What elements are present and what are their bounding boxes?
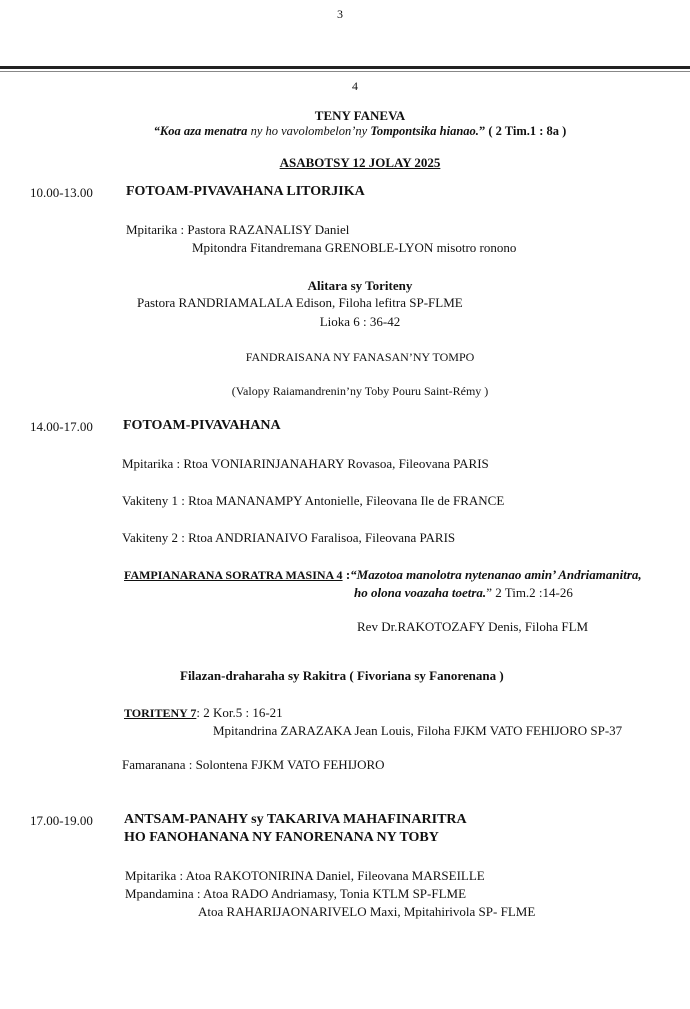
page-separator-shadow bbox=[0, 71, 690, 72]
session2-title: FOTOAM-PIVAVAHANA bbox=[123, 418, 281, 433]
fampianarana-line bbox=[124, 567, 642, 583]
session1-time: 10.00-13.00 bbox=[30, 185, 93, 200]
session3-time: 17.00-19.00 bbox=[30, 813, 93, 828]
filazan-title: Filazan-draharaha sy Rakitra ( Fivoriana sy Fanorenana ) bbox=[180, 668, 504, 683]
alitara-title: Alitara sy Toriteny bbox=[307, 278, 413, 293]
fampianarana-speaker: Rev Dr.RAKOTOZAFY Denis, Filoha FLM bbox=[357, 619, 589, 634]
session1-mpitarika: Mpitarika : Pastora RAZANALISY Daniel bbox=[126, 222, 350, 237]
session3-title-1: ANTSAM-PANAHY sy TAKARIVA MAHAFINARITRA bbox=[124, 812, 467, 827]
session2-vakiteny2: Vakiteny 2 : Rtoa ANDRIANAIVO Faralisoa, Fileovana PARIS bbox=[122, 530, 456, 545]
alitara-pastor: Pastora RANDRIAMALALA Edison, Filoha lefitra SP-FLME bbox=[137, 295, 463, 310]
teny-faneva-quote bbox=[0, 124, 690, 139]
fampianarana-quote-1: “Mazotoa manolotra nytenanao amin’ Andriamanitra, bbox=[350, 567, 642, 582]
session3-mpitarika: Mpitarika : Atoa RAKOTONIRINA Daniel, Fileovana MARSEILLE bbox=[125, 868, 485, 883]
quote-part-1: “Koa aza menatra bbox=[153, 124, 248, 138]
session2-mpitarika: Mpitarika : Rtoa VONIARINJANAHARY Rovasoa, Fileovana PARIS bbox=[122, 456, 489, 471]
toriteny-line bbox=[124, 705, 283, 721]
lioka-reference: Lioka 6 : 36-42 bbox=[319, 314, 401, 329]
fampianarana-line-2 bbox=[354, 585, 573, 601]
session1-title: FOTOAM-PIVAVAHANA LITORJIKA bbox=[126, 184, 365, 199]
page-separator bbox=[0, 66, 690, 69]
famaranana: Famaranana : Solontena FJKM VATO FEHIJORO bbox=[122, 757, 385, 772]
valopy: (Valopy Raiamandrenin’ny Toby Pouru Saint-Rémy ) bbox=[231, 384, 489, 398]
toriteny-label: TORITENY 7 bbox=[124, 706, 197, 720]
session2-vakiteny1: Vakiteny 1 : Rtoa MANANAMPY Antonielle, Fileovana Ile de FRANCE bbox=[122, 493, 505, 508]
toriteny-reference: : 2 Kor.5 : 16-21 bbox=[196, 705, 283, 720]
quote-part-2: ny ho vavolombelon’ny bbox=[247, 124, 371, 138]
toriteny-speaker: Mpitandrina ZARAZAKA Jean Louis, Filoha FJKM VATO FEHIJORO SP-37 bbox=[213, 723, 623, 738]
fampianarana-colon: : bbox=[342, 567, 351, 582]
session3-mpandamina-2: Atoa RAHARIJAONARIVELO Maxi, Mpitahirivola SP- FLME bbox=[198, 904, 536, 919]
previous-page-number: 3 bbox=[337, 7, 343, 21]
fampianarana-label: FAMPIANARANA SORATRA MASINA 4 bbox=[124, 568, 343, 582]
session1-mpitondra: Mpitondra Fitandremana GRENOBLE-LYON misotro ronono bbox=[192, 240, 517, 255]
page-number: 4 bbox=[352, 79, 358, 93]
session3-title-2: HO FANOHANANA NY FANORENANA NY TOBY bbox=[124, 830, 439, 845]
date-heading: ASABOTSY 12 JOLAY 2025 bbox=[279, 155, 441, 170]
fandraisana: FANDRAISANA NY FANASAN’NY TOMPO bbox=[245, 350, 475, 364]
teny-faneva-title: TENY FANEVA bbox=[314, 108, 406, 123]
session2-time: 14.00-17.00 bbox=[30, 419, 93, 434]
fampianarana-reference: ” 2 Tim.2 :14-26 bbox=[486, 585, 573, 600]
quote-part-3: Tompontsika hianao. bbox=[370, 124, 479, 138]
fampianarana-quote-2: ho olona voazaha toetra. bbox=[354, 585, 487, 600]
quote-reference: ” ( 2 Tim.1 : 8a ) bbox=[478, 124, 567, 138]
session3-mpandamina: Mpandamina : Atoa RADO Andriamasy, Tonia KTLM SP-FLME bbox=[125, 886, 467, 901]
